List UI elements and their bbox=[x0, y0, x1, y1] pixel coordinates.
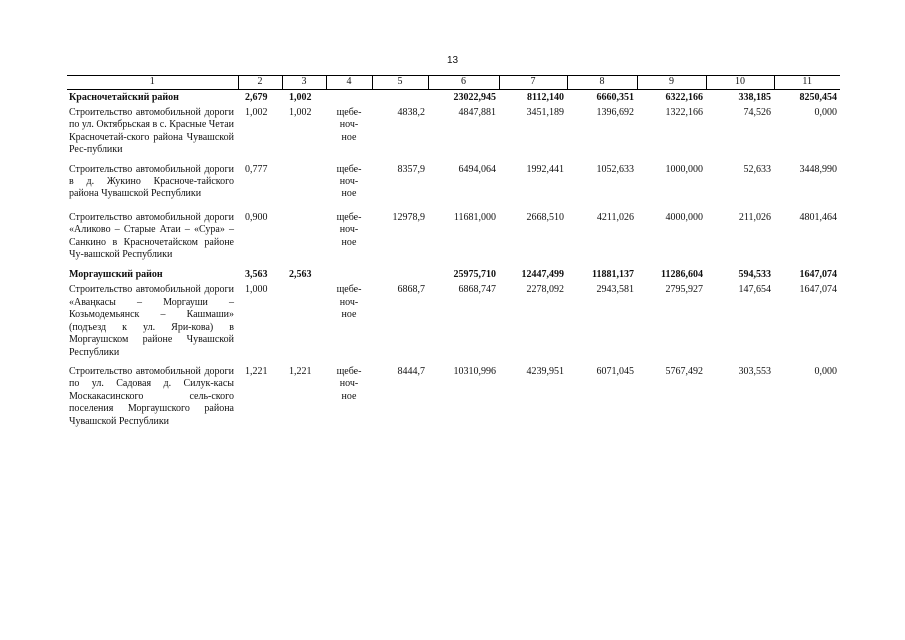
surface-text-line: ное bbox=[341, 131, 357, 143]
cost-cell: 8444,7 bbox=[397, 365, 425, 377]
length-cell bbox=[282, 211, 326, 268]
length-total-cell: 1,002 bbox=[245, 107, 268, 118]
length-total-cell: 1,000 bbox=[245, 284, 268, 296]
length-total-cell: 0,900 bbox=[245, 211, 268, 223]
value-cell: 0,000 bbox=[814, 107, 837, 118]
column-header: 3 bbox=[282, 76, 326, 90]
value-cell: 23022,945 bbox=[453, 92, 496, 103]
road-row bbox=[67, 283, 840, 364]
value-cell: 2668,510 bbox=[526, 211, 564, 223]
project-name: Строительство автомобильной дороги по ул. Садовая д. Силук-касы Москакасинского сель-ского поселения Моргаушского района Чувашской Республики bbox=[69, 365, 234, 427]
surface-text-line: ноч- bbox=[339, 119, 359, 131]
value-cell: 6071,045 bbox=[596, 365, 634, 377]
cost-cell: 12978,9 bbox=[392, 211, 425, 223]
value-cell: 1000,000 bbox=[665, 163, 703, 175]
value-cell: 1052,633 bbox=[596, 163, 634, 175]
value-cell: 12447,499 bbox=[521, 269, 564, 281]
surface-text-line: ноч- bbox=[339, 378, 359, 390]
surface-text-line: щебе- bbox=[336, 107, 362, 118]
project-name: Строительство автомобильной дороги в д. Жукино Красноче-тайского района Чувашской Республики bbox=[69, 163, 234, 200]
district-row bbox=[67, 90, 840, 107]
value-cell: 211,026 bbox=[738, 211, 771, 223]
district-name: Красночетайский район bbox=[69, 92, 179, 103]
value-cell: 6494,064 bbox=[458, 163, 496, 175]
surface-cell bbox=[326, 163, 372, 211]
road-row bbox=[67, 211, 840, 268]
value-cell: 2278,092 bbox=[526, 284, 564, 296]
value-cell: 5767,492 bbox=[665, 365, 703, 377]
column-header: 1 bbox=[67, 76, 238, 90]
column-header: 8 bbox=[567, 76, 637, 90]
length-cell: 1,221 bbox=[289, 365, 312, 377]
value-cell: 1396,692 bbox=[596, 107, 634, 118]
value-cell: 1322,166 bbox=[665, 107, 703, 118]
page-number: 13 bbox=[446, 55, 459, 66]
length-total-cell: 1,221 bbox=[245, 365, 268, 377]
value-cell: 4801,464 bbox=[799, 211, 837, 223]
cost-cell: 6868,7 bbox=[397, 284, 425, 296]
road-row bbox=[67, 163, 840, 211]
value-cell: 3451,189 bbox=[526, 107, 564, 118]
value-cell: 74,526 bbox=[743, 107, 771, 118]
length-cell bbox=[282, 283, 326, 364]
value-cell: 8112,140 bbox=[527, 92, 564, 103]
surface-text-line: ноч- bbox=[339, 224, 359, 236]
surface-cell bbox=[326, 365, 372, 434]
surface-text-line: ное bbox=[341, 309, 357, 321]
value-cell: 4239,951 bbox=[526, 365, 564, 377]
column-header: 6 bbox=[428, 76, 499, 90]
column-header: 7 bbox=[499, 76, 567, 90]
length-total-cell: 2,679 bbox=[245, 92, 268, 103]
surface-text-line: ное bbox=[341, 188, 357, 200]
column-header: 9 bbox=[637, 76, 706, 90]
cost-cell bbox=[372, 267, 428, 283]
surface-text-line: щебе- bbox=[336, 365, 362, 377]
value-cell: 25975,710 bbox=[453, 269, 496, 281]
column-header: 4 bbox=[326, 76, 372, 90]
value-cell: 8250,454 bbox=[799, 92, 837, 103]
value-cell: 2795,927 bbox=[665, 284, 703, 296]
value-cell: 303,553 bbox=[738, 365, 771, 377]
column-number-row bbox=[67, 76, 840, 90]
surface-cell bbox=[326, 267, 372, 283]
cost-cell: 8357,9 bbox=[397, 163, 425, 175]
column-header: 2 bbox=[238, 76, 282, 90]
column-header: 11 bbox=[774, 76, 840, 90]
length-cell: 1,002 bbox=[289, 92, 312, 103]
surface-text-line: ноч- bbox=[339, 176, 359, 188]
value-cell: 338,185 bbox=[738, 92, 771, 103]
value-cell: 6322,166 bbox=[665, 92, 703, 103]
value-cell: 2943,581 bbox=[596, 284, 634, 296]
value-cell: 4847,881 bbox=[458, 107, 496, 118]
surface-text-line: щебе- bbox=[336, 211, 362, 223]
value-cell: 1992,441 bbox=[526, 163, 564, 175]
road-row bbox=[67, 365, 840, 434]
road-construction-table bbox=[67, 75, 840, 434]
cost-cell bbox=[372, 90, 428, 107]
surface-cell bbox=[326, 90, 372, 107]
road-row bbox=[67, 106, 840, 163]
value-cell: 10310,996 bbox=[453, 365, 496, 377]
value-cell: 3448,990 bbox=[799, 163, 837, 175]
surface-cell bbox=[326, 283, 372, 364]
surface-text-line: щебе- bbox=[336, 284, 362, 296]
column-header: 10 bbox=[706, 76, 774, 90]
value-cell: 1647,074 bbox=[799, 269, 837, 281]
value-cell: 6868,747 bbox=[458, 284, 496, 296]
surface-text-line: ное bbox=[341, 390, 357, 402]
cost-cell: 4838,2 bbox=[397, 107, 425, 118]
column-header: 5 bbox=[372, 76, 428, 90]
value-cell: 11881,137 bbox=[592, 269, 634, 281]
surface-cell bbox=[326, 211, 372, 268]
project-name: Строительство автомобильной дороги «Аваңкасы – Моргауши – Козьмодемьянск – Кашмаши» (подъезд к ул. Яри-кова) в Моргаушском районе Чувашской Республики bbox=[69, 284, 234, 358]
value-cell: 6660,351 bbox=[596, 92, 634, 103]
surface-cell bbox=[326, 106, 372, 163]
value-cell: 594,533 bbox=[738, 269, 771, 281]
length-cell bbox=[282, 163, 326, 211]
value-cell: 1647,074 bbox=[799, 284, 837, 296]
district-name: Моргаушский район bbox=[69, 269, 163, 281]
value-cell: 0,000 bbox=[814, 365, 837, 377]
length-total-cell: 0,777 bbox=[245, 163, 268, 175]
length-total-cell: 3,563 bbox=[245, 269, 268, 281]
surface-text-line: щебе- bbox=[336, 163, 362, 175]
surface-text-line: ноч- bbox=[339, 296, 359, 308]
project-name: Строительство автомобильной дороги «Аликово – Старые Атаи – «Сура» – Санкино в Красночетайском районе Чу-вашской Республики bbox=[69, 211, 234, 261]
value-cell: 4211,026 bbox=[596, 211, 634, 223]
surface-text-line: ное bbox=[341, 236, 357, 248]
value-cell: 11681,000 bbox=[453, 211, 496, 223]
length-cell: 2,563 bbox=[289, 269, 312, 281]
project-name: Строительство автомобильной дороги по ул. Октябрьская в с. Красные Четаи Красночетай-ского района Чувашской Рес-публики bbox=[69, 107, 234, 156]
value-cell: 147,654 bbox=[738, 284, 771, 296]
district-row bbox=[67, 267, 840, 283]
value-cell: 52,633 bbox=[743, 163, 771, 175]
value-cell: 11286,604 bbox=[661, 269, 703, 281]
length-cell: 1,002 bbox=[289, 107, 312, 118]
value-cell: 4000,000 bbox=[665, 211, 703, 223]
